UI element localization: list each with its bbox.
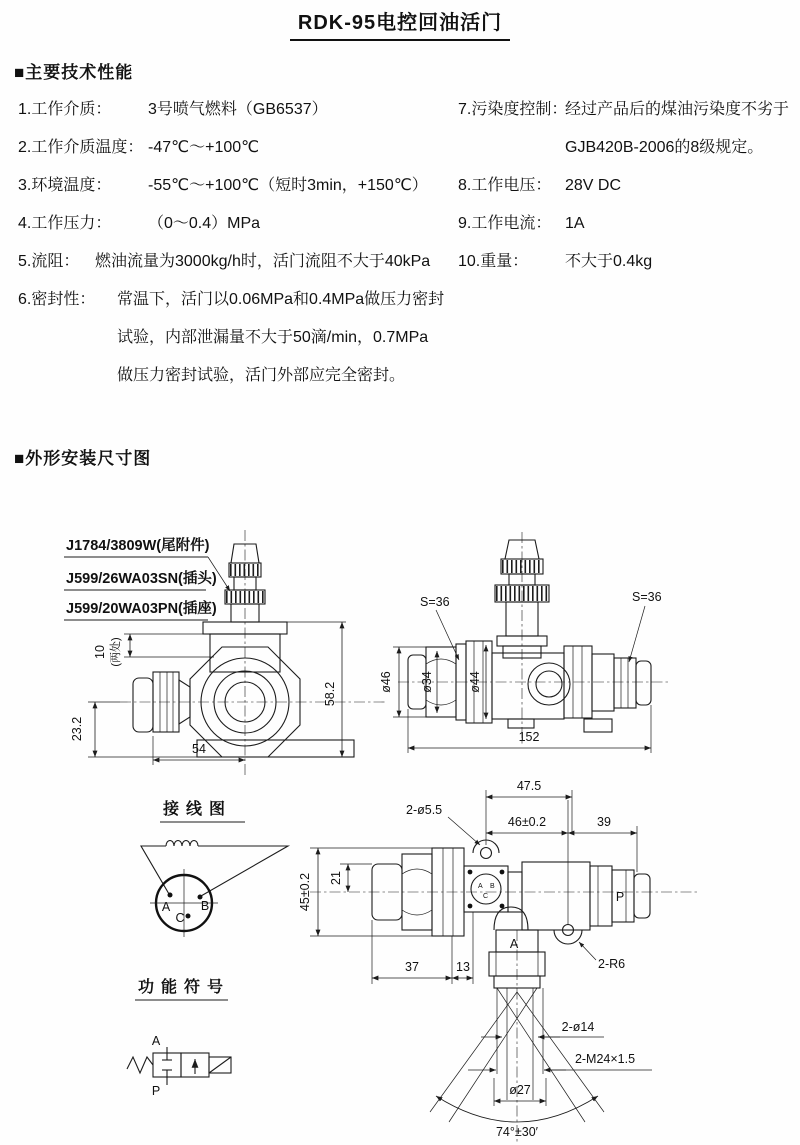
span-label: 47.5	[516, 779, 542, 793]
wiring-title: 接线图	[163, 801, 233, 818]
right-len-label: 39	[597, 815, 611, 829]
spec-label: 2.工作介质温度：	[18, 139, 144, 156]
tee-body	[489, 862, 590, 988]
symbol-title-group	[135, 977, 230, 1000]
r6-ear	[554, 925, 625, 972]
spec-row	[458, 98, 790, 122]
function-symbol-diagram	[95, 965, 350, 1130]
spec-column-left	[18, 98, 458, 402]
dim-width-label: 54	[192, 742, 206, 756]
side-view-drawing	[60, 520, 400, 790]
dimension-58-2	[287, 622, 354, 757]
spec-label: 7.污染度控制：	[458, 101, 568, 118]
spec-row	[18, 174, 458, 198]
spec-value: （0～0.4）MPa	[148, 215, 261, 232]
page-title: RDK-95电控回油活门	[290, 6, 510, 41]
connector-callout-labels	[64, 536, 230, 620]
coil-symbol	[141, 841, 288, 896]
window-pin-c: C	[483, 893, 489, 900]
dimension-2d14	[481, 1020, 604, 1037]
mounting-base-side	[197, 740, 354, 757]
dimension-47-5	[486, 779, 572, 797]
cone-angle-label: 74°±30′	[495, 1125, 539, 1139]
thread-label: 2-M24×1.5	[574, 1052, 636, 1066]
spec-value: 燃油流量为3000kg/h时，活门流阻不大于40kPa	[95, 253, 431, 270]
spec-label: 9.工作电流：	[458, 215, 552, 232]
dimension-10-two-places	[93, 634, 214, 667]
dimension-152	[408, 705, 651, 753]
dia-flange-label: ø44	[468, 671, 482, 693]
spec-value: 做压力密封试验，活门外部应完全密封。	[117, 367, 406, 384]
construction-lines	[310, 790, 700, 1142]
dimension-m24	[468, 1052, 652, 1070]
connector-label-2: J599/26WA03SN(插头)	[66, 571, 217, 587]
spec-label: 8.工作电压：	[458, 177, 552, 194]
wrench-size-right	[629, 590, 662, 662]
spec-list	[18, 98, 790, 402]
electrical-connector-outline	[225, 530, 265, 778]
dim-base-label: 23.2	[70, 716, 84, 742]
spec-row	[18, 136, 458, 160]
dimension-37-13	[372, 912, 473, 984]
dim-length-label: 152	[518, 730, 540, 744]
spec-row	[458, 250, 790, 274]
wrench-right-label: S=36	[632, 590, 662, 604]
symbol-title: 功能符号	[138, 979, 231, 996]
spec-value: 试验，内部泄漏量不大于50滴/min，0.7MPa	[117, 329, 429, 346]
pin-b-label: B	[200, 899, 210, 913]
dim-offset-note: (两处)	[110, 637, 122, 667]
height-label: 45±0.2	[298, 872, 312, 912]
radius-label: 2-R6	[598, 957, 626, 971]
spec-column-right	[458, 98, 790, 402]
dim-offset-label: 10	[93, 645, 107, 659]
bottom-view-drawing	[300, 775, 720, 1145]
dimension-drawings	[0, 470, 800, 1145]
dia-mid-label: ø34	[420, 671, 434, 693]
dim-height-label: 58.2	[323, 681, 337, 707]
spec-row	[458, 174, 790, 198]
spec-row	[18, 212, 458, 236]
spec-label: 3.环境温度：	[18, 177, 112, 194]
pin-c-label: C	[175, 911, 185, 925]
valve-body-front	[398, 641, 668, 732]
dimension-46	[486, 815, 568, 833]
len-13-label: 13	[456, 960, 470, 974]
spec-row	[18, 98, 458, 122]
spec-row	[18, 250, 458, 274]
spec-row-continuation	[458, 136, 790, 160]
holes-label: 2-ø5.5	[406, 803, 443, 817]
valve-symbol	[127, 1034, 231, 1098]
port-a-label: A	[509, 937, 519, 951]
pin-a-label: A	[161, 900, 171, 914]
section-heading-performance: ■主要技术性能	[14, 63, 134, 82]
cap-h-label: 21	[329, 871, 343, 885]
section-heading-dimensions: ■外形安装尺寸图	[14, 449, 152, 468]
spec-row-continuation	[18, 326, 458, 350]
solenoid-face	[464, 866, 508, 912]
spec-value: GJB420B-2006的8级规定。	[565, 139, 764, 156]
spec-value: 不大于0.4kg	[565, 253, 653, 270]
connector-label-1: J1784/3809W(尾附件)	[66, 538, 210, 554]
outlet-port-p	[590, 866, 650, 926]
outlet-holes-label: 2-ø14	[561, 1020, 595, 1034]
electrical-connector-outline	[495, 532, 549, 745]
spec-label: 6.密封性：	[18, 291, 96, 308]
spec-value: 3号喷气燃料（GB6537）	[148, 101, 328, 118]
dimension-21	[329, 864, 372, 892]
front-view-drawing	[380, 525, 700, 775]
spec-label: 4.工作压力：	[18, 215, 112, 232]
wrench-left-label: S=36	[420, 595, 450, 609]
window-pin-b: B	[490, 883, 495, 890]
spec-value: -55℃～+100℃（短时3min，+150℃）	[148, 177, 428, 194]
wiring-title-group	[160, 799, 245, 822]
spec-value: -47℃～+100℃	[148, 139, 260, 156]
title-row	[0, 6, 800, 41]
window-pin-a: A	[478, 883, 483, 890]
hole-pitch-label: 46±0.2	[507, 815, 547, 829]
spec-value: 28V DC	[565, 177, 622, 194]
spec-row	[458, 212, 790, 236]
spec-row	[18, 288, 458, 312]
spec-row-continuation	[18, 364, 458, 388]
spec-label: 1.工作介质：	[18, 101, 112, 118]
spec-value: 1A	[565, 215, 585, 232]
spec-value: 常温下，活门以0.06MPa和0.4MPa做压力密封	[117, 291, 445, 308]
dia-27-label: ø27	[509, 1083, 531, 1097]
connector-label-3: J599/20WA03PN(插座)	[66, 601, 217, 617]
len-37-label: 37	[405, 960, 419, 974]
dia-cap-label: ø46	[379, 671, 393, 693]
spec-value: 经过产品后的煤油污染度不劣于	[565, 101, 790, 118]
port-p-label: P	[615, 890, 625, 904]
mounting-hole-callout	[406, 803, 499, 859]
dimension-39	[568, 815, 637, 833]
symbol-port-a: A	[151, 1034, 161, 1048]
spec-label: 5.流阻：	[18, 253, 80, 270]
spec-label: 10.重量：	[458, 253, 529, 270]
symbol-port-p: P	[151, 1084, 161, 1098]
dimension-d27	[494, 1078, 546, 1106]
